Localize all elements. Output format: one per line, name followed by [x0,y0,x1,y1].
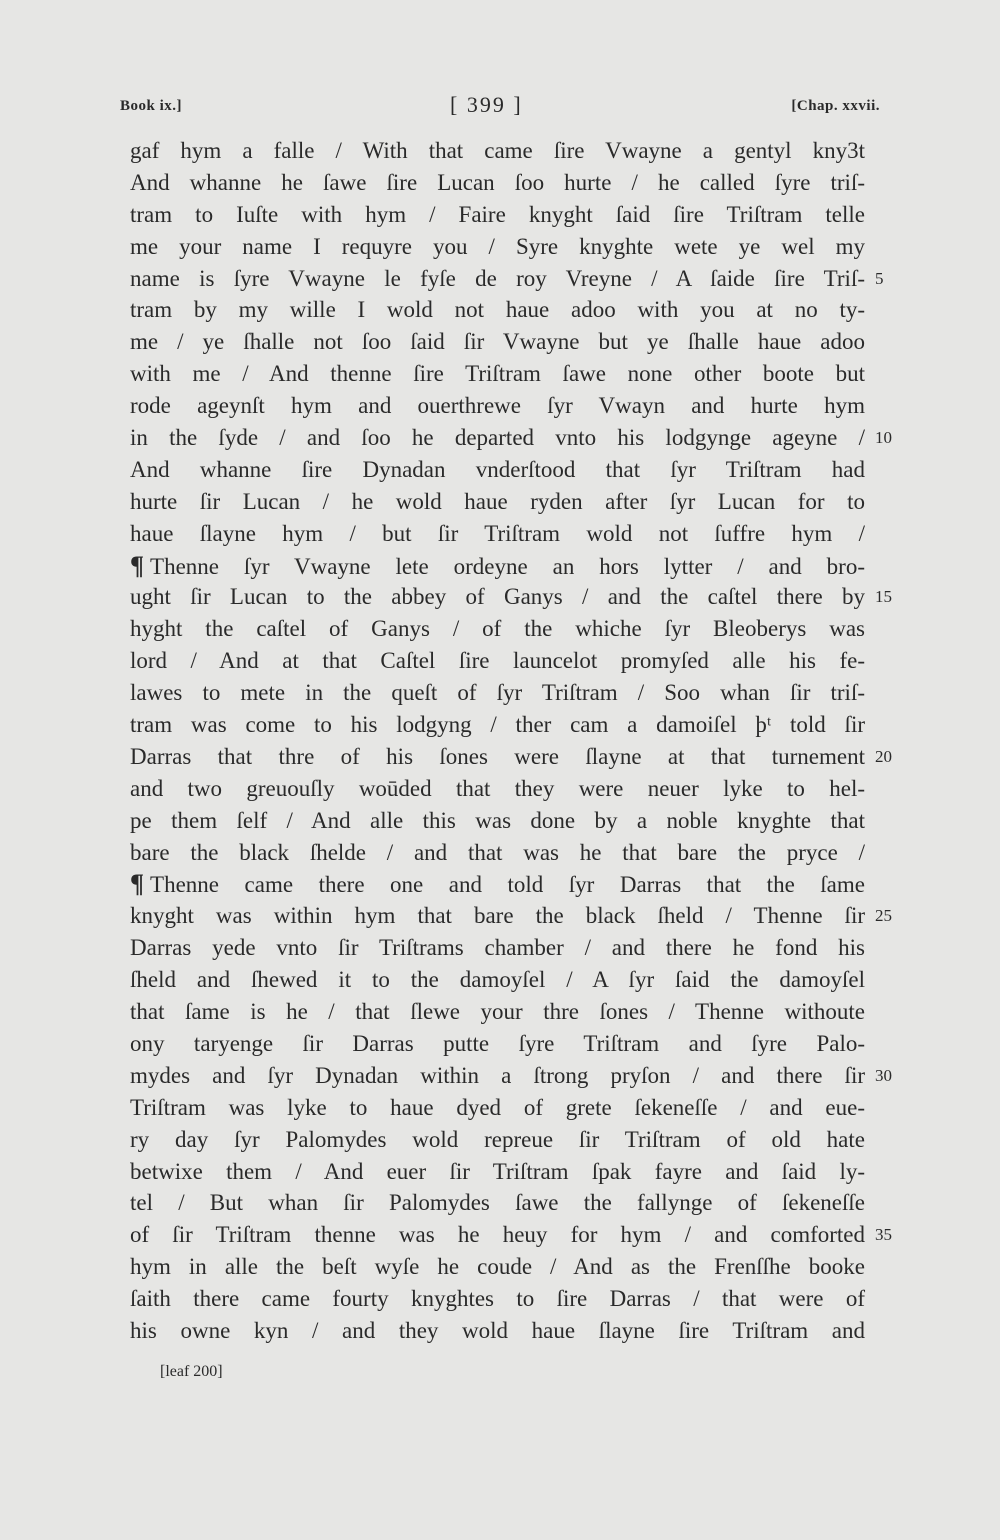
line-content: hurte ſir Lucan / he wold haue ryden after ſyr Lucan for to [130,488,865,514]
text-line [130,422,892,454]
line-content: Darras yede vnto ſir Triſtrams chamber / and there he fond his [130,935,865,961]
line-content: haue ſlayne hym / but ſir Triſtram wold not ſuffre hym / [130,520,865,546]
line-text [130,1187,865,1219]
line-content: and two greuouſly woūded that they were neuer lyke to hel- [130,775,865,801]
line-text [130,167,865,199]
line-content: bare the black ſhelde / and that was he that bare the pryce / [130,839,865,865]
text-line [130,1060,892,1092]
paragraph-mark-icon: ¶ [130,869,145,899]
line-text [130,1219,865,1251]
text-line [130,805,865,837]
line-content: Darras that thre of his ſones were ſlayne at that turnement [130,743,865,769]
line-text [130,868,865,901]
line-text [130,581,865,613]
line-content: name is ſyre Vwayne le fyſe de roy Vreyne / A ſaide ſire Triſ- [130,265,865,291]
line-text [130,1156,865,1188]
line-number: 35 [875,1225,892,1245]
text-line [130,263,884,295]
text-line [130,868,865,900]
paragraph-mark-icon: ¶ [130,550,145,580]
line-text [130,645,865,677]
line-text [130,1283,865,1315]
line-text [130,613,865,645]
text-line [130,581,892,613]
line-text [130,422,865,454]
line-content: hyght the caſtel of Ganys / of the whiche ſyr Bleoberys was [130,616,865,642]
line-text [130,231,865,263]
line-text [130,326,865,358]
line-content: me your name I requyre you / Syre knyghte wete ye wel my [130,233,865,259]
line-content: his owne kyn / and they wold haue ſlayne ſire Triſtram and [130,1317,865,1343]
text-line [130,390,865,422]
book-number: Book ix.] [120,98,183,114]
text-line [130,1283,865,1315]
line-text [130,263,865,295]
line-content: of ſir Triſtram thenne was he heuy for hym / and comforted [130,1222,865,1248]
line-text [130,550,865,583]
line-content: ſaith there came fourty knyghtes to ſire Darras / that were of [130,1286,865,1312]
text-line [130,1092,865,1124]
line-content: rode ageynſt hym and ouerthrewe ſyr Vwayn and hurte hym [130,393,865,419]
text-line [130,996,865,1028]
line-number: 5 [875,268,884,288]
line-content: ught ſir Lucan to the abbey of Ganys / and the caſtel there by [130,584,865,610]
line-content: Thenne came there one and told ſyr Darras that the ſame [150,872,865,898]
line-content: gaf hym a falle / With that came ſire Vwayne a gentyl kny3t [130,138,865,163]
line-content: ry day ſyr Palomydes wold repreue ſir Triſtram of old hate [130,1126,865,1152]
line-content: And whanne ſire Dynadan vnderſtood that ſyr Triſtram had [130,456,865,482]
page-number: [ 399 ] [450,92,523,117]
text-line [130,550,865,582]
text-line [130,1315,865,1347]
line-content: ſheld and ſhewed it to the damoyſel / A ſyr ſaid the damoyſel [130,967,865,993]
body-text [130,135,892,1347]
line-content: Thenne ſyr Vwayne lete ordeyne an hors lytter / and bro- [150,553,865,579]
text-line [130,326,865,358]
text-line [130,294,865,326]
text-line [130,837,865,869]
text-line [130,741,892,773]
text-line [130,645,865,677]
line-text [130,932,865,964]
line-content: with me / And thenne ſire Triſtram ſawe none other boote but [130,361,865,387]
text-line [130,1156,865,1188]
line-text [130,805,865,837]
line-text [130,135,865,167]
line-text [130,677,865,709]
text-line [130,773,865,805]
text-line [130,677,865,709]
text-line [130,199,865,231]
line-number: 15 [875,587,892,607]
line-content: me / ye ſhalle not ſoo ſaid ſir Vwayne but ye ſhalle haue adoo [130,329,865,355]
line-content: hym in alle the beſt wyſe he coude / And as the Frenſſhe booke [130,1254,865,1280]
line-text [130,837,865,869]
line-number: 30 [875,1065,892,1085]
line-text [130,1060,865,1092]
line-text [130,1315,865,1347]
line-text [130,709,865,741]
text-line [130,358,865,390]
line-text [130,358,865,390]
line-content: Triſtram was lyke to haue dyed of grete ſekeneſſe / and eue- [130,1094,865,1120]
line-text [130,1028,865,1060]
running-head [120,92,880,122]
text-line [130,135,865,167]
line-number: 10 [875,428,892,448]
line-text [130,1251,865,1283]
line-content: tram was come to his lodgyng / ther cam a damoiſel þᵗ told ſir [130,712,865,738]
line-text [130,1124,865,1156]
line-text [130,518,865,550]
line-content: lawes to mete in the queſt of ſyr Triſtram / Soo whan ſir triſ- [130,680,865,706]
line-number: 20 [875,746,892,766]
line-content: tel / But whan ſir Palomydes ſawe the fallynge of ſekeneſſe [130,1190,865,1216]
text-line [130,964,865,996]
text-line [130,1219,892,1251]
text-line [130,1187,865,1219]
line-content: in the ſyde / and ſoo he departed vnto his lodgynge ageyne / [130,425,865,451]
chapter-number: [Chap. xxvii. [791,98,880,114]
line-text [130,741,865,773]
line-content: tram to Iuſte with hym / Faire knyght ſaid ſire Triſtram telle [130,201,865,227]
line-text [130,199,865,231]
line-text [130,773,865,805]
line-content: tram by my wille I wold not haue adoo with you at no ty- [130,297,865,323]
line-content: that ſame is he / that ſlewe your thre ſones / Thenne withoute [130,999,865,1025]
line-content: ony taryenge ſir Darras putte ſyre Triſtram and ſyre Palo- [130,1030,865,1056]
text-line [130,454,865,486]
text-line [130,1124,865,1156]
line-text [130,294,865,326]
line-content: knyght was within hym that bare the black ſheld / Thenne ſir [130,903,865,929]
line-text [130,486,865,518]
line-number: 25 [875,906,892,926]
leaf-note: [leaf 200] [160,1363,223,1380]
text-line [130,709,865,741]
line-content: lord / And at that Caſtel ſire launcelot promyſed alle his fe- [130,648,865,674]
text-line [130,900,892,932]
line-content: mydes and ſyr Dynadan within a ſtrong pryſon / and there ſir [130,1062,865,1088]
text-line [130,231,865,263]
line-text [130,390,865,422]
text-line [130,167,865,199]
text-line [130,1028,865,1060]
line-content: betwixe them / And euer ſir Triſtram ſpak fayre and ſaid ly- [130,1158,865,1184]
text-line [130,1251,865,1283]
line-text [130,454,865,486]
line-text [130,996,865,1028]
text-line [130,613,865,645]
line-content: And whanne he ſawe ſire Lucan ſoo hurte / he called ſyre triſ- [130,169,865,195]
text-line [130,486,865,518]
line-text [130,900,865,932]
line-text [130,1092,865,1124]
line-text [130,964,865,996]
line-content: pe them ſelf / And alle this was done by a noble knyghte that [130,807,865,833]
text-line [130,932,865,964]
text-line [130,518,865,550]
